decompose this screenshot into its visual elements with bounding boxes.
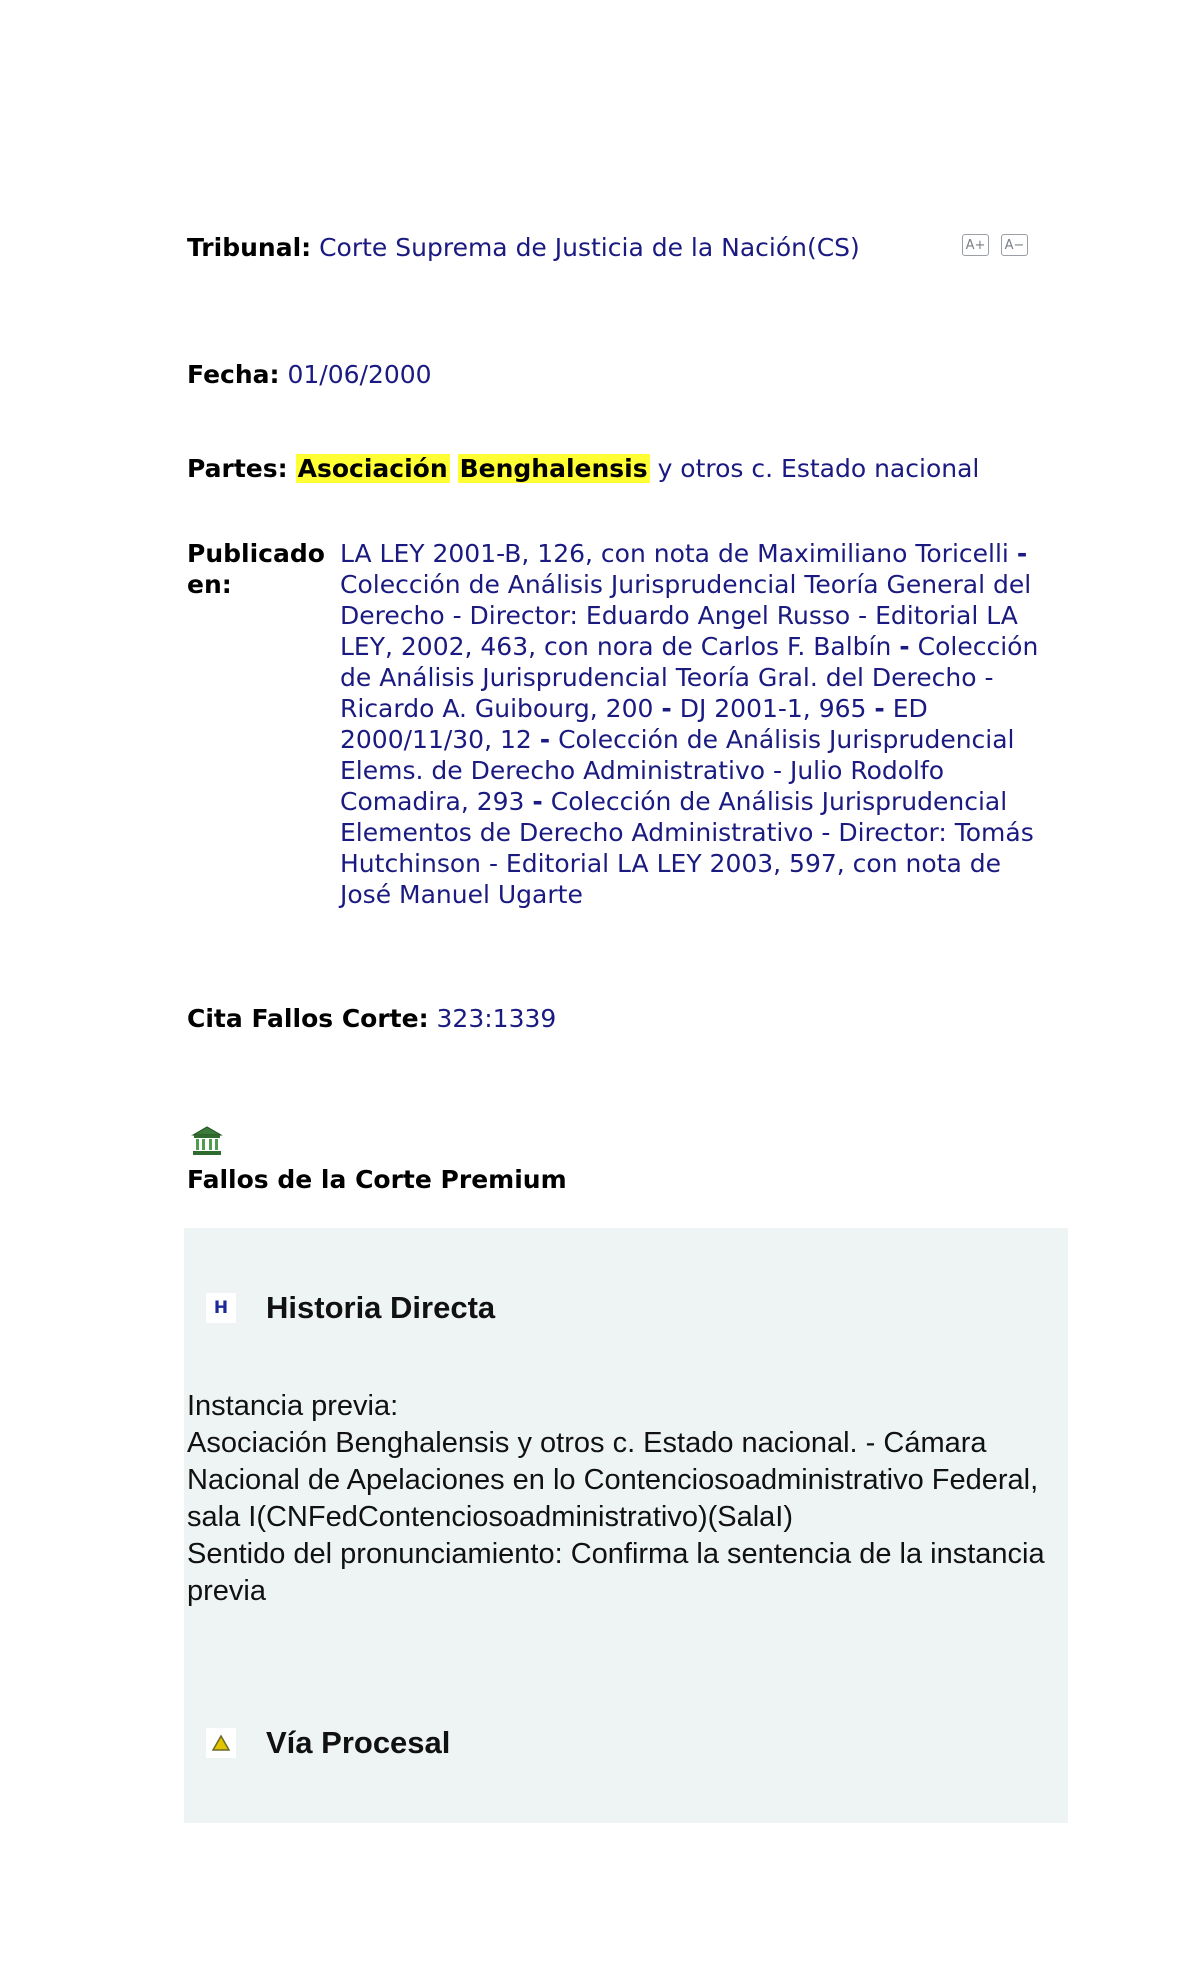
historia-header <box>196 1290 495 1326</box>
publicacion-item: ED 2000/11/30, 12 <box>340 694 928 754</box>
via-title: Vía Procesal <box>266 1725 451 1760</box>
premium-title[interactable]: Fallos de la Corte Premium <box>187 1165 567 1194</box>
publicacion-separator: - <box>661 694 672 723</box>
partes-highlight-2: Benghalensis <box>459 454 648 483</box>
font-size-tools <box>962 234 1028 256</box>
publicacion-item: Colección de Análisis Jurisprudencial Elems. de Derecho Administrativo - Julio Rodolfo Comadira, 293 <box>340 725 1015 816</box>
tribunal-row <box>187 232 860 263</box>
fecha-label: Fecha: <box>187 360 280 389</box>
via-header <box>196 1725 450 1761</box>
increase-font-button[interactable]: A+ <box>962 234 989 256</box>
historia-icon: H <box>206 1293 236 1323</box>
publicacion-separator: - <box>874 694 885 723</box>
publicacion-item: DJ 2001-1, 965 <box>679 694 867 723</box>
tribunal-value[interactable]: Corte Suprema de Justicia de la Nación(CS) <box>319 233 860 262</box>
cita-value[interactable]: 323:1339 <box>436 1004 557 1033</box>
cita-label: Cita Fallos Corte: <box>187 1004 429 1033</box>
triangle-icon <box>206 1728 236 1758</box>
historia-content <box>187 1388 1047 1610</box>
publicacion-item: Colección de Análisis Jurisprudencial Teoría General del Derecho - Director: Eduardo Angel Russo - Editorial LA LEY, 2002, 463, con nora de Carlos F. Balbín <box>340 570 1032 661</box>
historia-title: Historia Directa <box>266 1290 496 1325</box>
publicacion-separator: - <box>532 787 543 816</box>
publicacion-separator: - <box>539 725 551 754</box>
publicacion-separator: - <box>1016 539 1028 568</box>
sentido-pronunciamiento: Sentido del pronunciamiento: Confirma la sentencia de la instancia previa <box>187 1538 1045 1607</box>
instancia-detail[interactable]: Asociación Benghalensis y otros c. Estado nacional. - Cámara Nacional de Apelaciones en lo Contenciosoadministrativo Federal, sala I(CNFedContenciosoadministrativo)(SalaI) <box>187 1427 1039 1533</box>
publicado-label: Publicado en: <box>187 539 325 599</box>
instancia-label: Instancia previa: <box>187 1390 399 1422</box>
partes-value: y otros c. Estado nacional <box>657 454 980 483</box>
tribunal-label: Tribunal: <box>187 233 312 262</box>
cita-row <box>187 1003 556 1034</box>
publicacion-item: Colección de Análisis Jurisprudencial Elementos de Derecho Administrativo - Director: Tomás Hutchinson - Editorial LA LEY 2003, 597, con nota de José Manuel Ugarte <box>340 787 1034 909</box>
decrease-font-button[interactable]: A− <box>1001 234 1028 256</box>
publicacion-separator: - <box>899 632 910 661</box>
publicacion-item: LA LEY 2001-B, 126, con nota de Maximiliano Toricelli <box>340 539 1009 568</box>
partes-row <box>187 453 979 484</box>
publicado-value <box>340 538 1040 910</box>
fecha-row <box>187 359 432 390</box>
fecha-value: 01/06/2000 <box>287 360 432 389</box>
partes-highlight-1: Asociación <box>297 454 448 483</box>
partes-label: Partes: <box>187 454 288 483</box>
publicacion-item: Colección de Análisis Jurisprudencial Teoría Gral. del Derecho - Ricardo A. Guibourg, 200 <box>340 632 1039 723</box>
courthouse-icon[interactable] <box>190 1124 224 1158</box>
historia-panel <box>184 1228 1068 1823</box>
